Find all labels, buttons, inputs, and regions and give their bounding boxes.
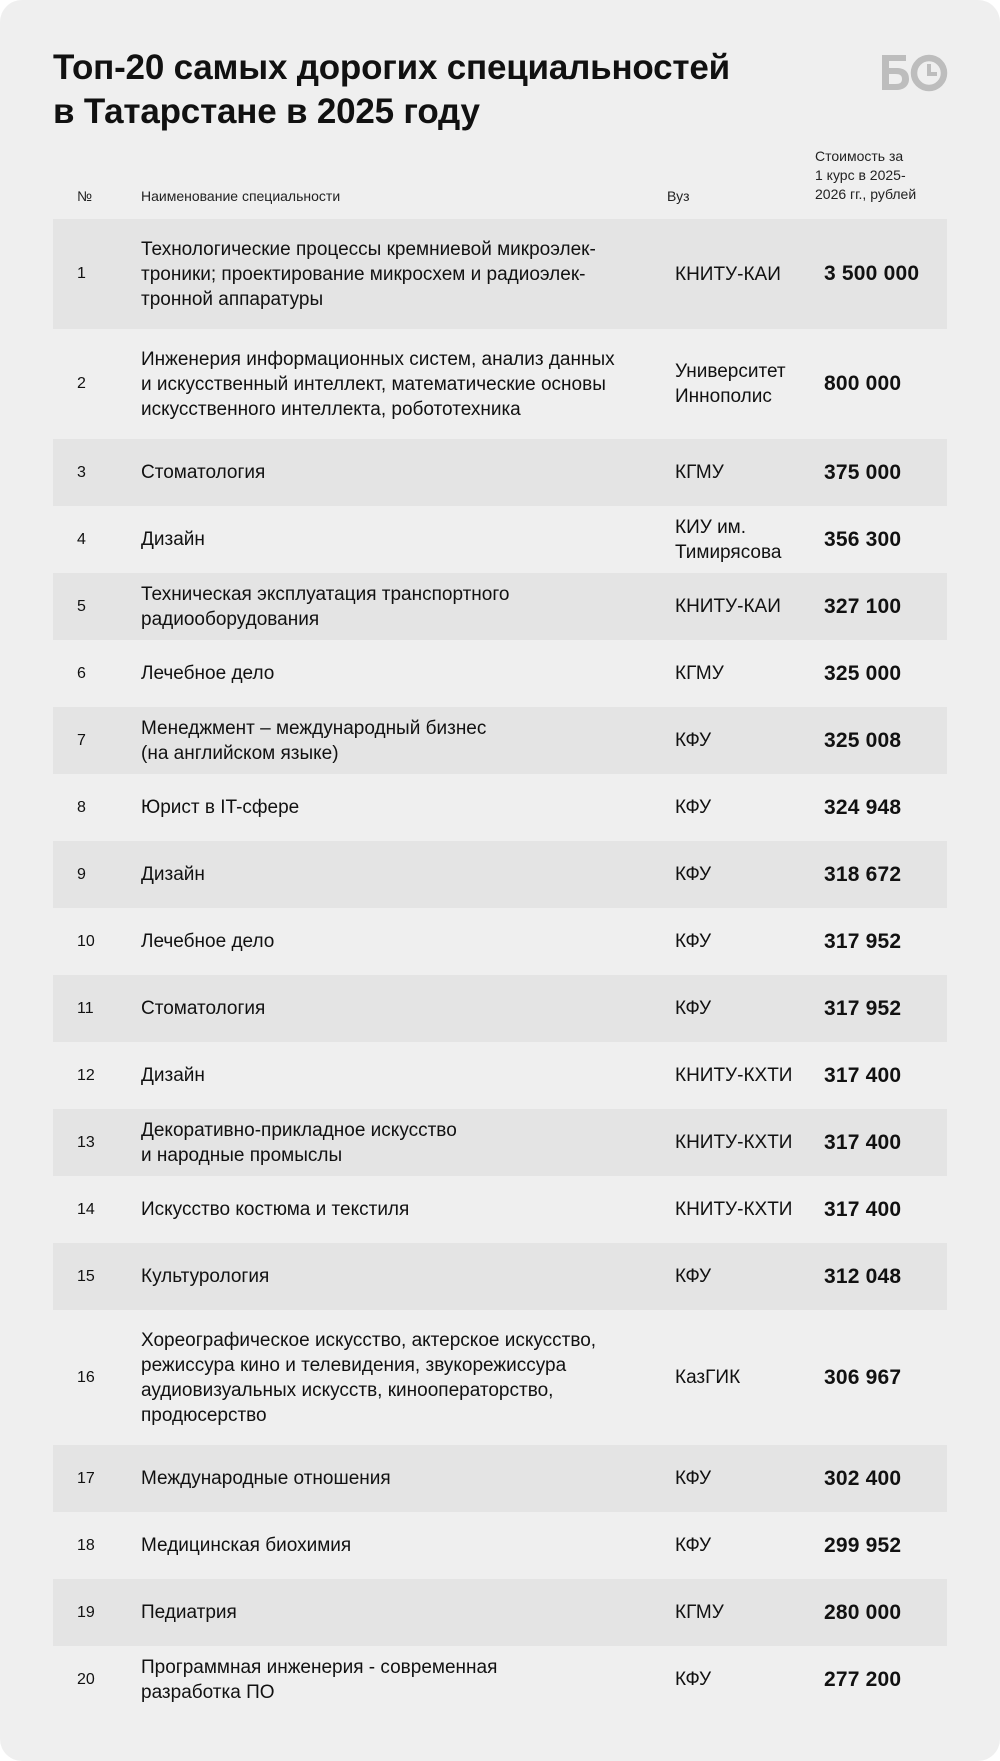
row-specialty-name (141, 582, 661, 632)
specialty-name-line: Декоративно-прикладное искусство (141, 1119, 457, 1141)
specialty-name-line: Стоматология (141, 462, 266, 483)
university-line: КНИТУ-КАИ (675, 596, 781, 617)
row-cost: 312 048 (824, 1264, 902, 1288)
row-specialty-name (141, 1466, 661, 1491)
specialty-name-line: тронной аппаратуры (141, 288, 324, 310)
table-row (53, 1445, 947, 1512)
specialty-name-line: Программная инженерия - современная (141, 1656, 498, 1678)
specialty-name-line: троники; проектирование микросхем и радиоэлек- (141, 263, 586, 285)
university-line: КНИТУ-КХТИ (675, 1065, 793, 1086)
row-university (675, 1130, 815, 1155)
row-number: 13 (77, 1133, 95, 1151)
university-line: КГМУ (675, 663, 724, 684)
university-line: Тимирясова (675, 541, 782, 563)
header-cost-line-3: 2026 гг., рублей (815, 186, 917, 202)
university-line: КИУ им. (675, 516, 747, 538)
cost-table (53, 219, 947, 1713)
row-specialty-name (141, 996, 661, 1021)
header-cost-line-1: Стоимость за (815, 148, 904, 164)
row-university (675, 1264, 815, 1289)
table-row (53, 774, 947, 841)
row-cost: 318 672 (824, 862, 902, 886)
specialty-name-line: Стоматология (141, 998, 266, 1019)
row-specialty-name (141, 1197, 661, 1222)
university-line: КГМУ (675, 1602, 724, 1623)
table-row (53, 1176, 947, 1243)
row-number: 17 (77, 1469, 95, 1487)
bo-logo (880, 52, 948, 92)
row-university (675, 262, 815, 287)
row-number: 10 (77, 932, 95, 950)
table-row (53, 707, 947, 774)
row-university (675, 1667, 815, 1692)
specialty-name-line: Инженерия информационных систем, анализ данных (141, 348, 615, 370)
row-university (675, 359, 815, 409)
row-number: 4 (77, 530, 86, 548)
row-cost: 356 300 (824, 527, 902, 551)
row-university (675, 1600, 815, 1625)
row-university (675, 594, 815, 619)
university-line: КФУ (675, 1535, 712, 1556)
row-cost: 325 000 (824, 661, 902, 685)
university-line: КФУ (675, 1468, 712, 1489)
university-line: КНИТУ-КАИ (675, 263, 781, 285)
row-number: 18 (77, 1536, 95, 1554)
table-row (53, 329, 947, 439)
university-line: Университет (675, 361, 786, 382)
header-specialty-name: Наименование специальности (141, 188, 341, 204)
page-title (53, 46, 833, 134)
specialty-name-line: Дизайн (141, 1065, 205, 1086)
header-cost (815, 147, 955, 204)
table-row (53, 1512, 947, 1579)
university-line: КазГИК (675, 1367, 741, 1388)
row-specialty-name (141, 661, 661, 686)
row-university (675, 460, 815, 485)
table-row (53, 1310, 947, 1445)
specialty-name-line: Лечебное дело (141, 931, 275, 952)
row-specialty-name (141, 527, 661, 552)
specialty-name-line: Дизайн (141, 529, 205, 550)
row-number: 15 (77, 1267, 95, 1285)
specialty-name-line: Техническая эксплуатация транспортного (141, 583, 510, 605)
row-university (675, 1365, 815, 1390)
row-cost: 800 000 (824, 372, 902, 395)
row-specialty-name (141, 1533, 661, 1558)
row-university (675, 996, 815, 1021)
row-specialty-name (141, 347, 661, 422)
specialty-name-line: и народные промыслы (141, 1144, 343, 1166)
table-row (53, 439, 947, 506)
table-row (53, 1579, 947, 1646)
row-specialty-name (141, 237, 661, 312)
row-number: 16 (77, 1368, 95, 1386)
header-number: № (77, 188, 93, 204)
row-number: 5 (77, 597, 86, 615)
specialty-name-line: Технологические процессы кремниевой микроэлек- (141, 238, 596, 260)
row-university (675, 728, 815, 753)
university-line: КФУ (675, 864, 712, 885)
logo-letter-b (882, 55, 909, 90)
row-number: 3 (77, 463, 86, 481)
row-number: 6 (77, 664, 86, 682)
row-university (675, 795, 815, 820)
university-line: КНИТУ-КХТИ (675, 1199, 793, 1220)
row-specialty-name (141, 862, 661, 887)
row-cost: 277 200 (824, 1667, 902, 1691)
title-line-1: Топ-20 самых дорогих специальностей (53, 48, 730, 87)
table-row (53, 640, 947, 707)
row-specialty-name (141, 795, 661, 820)
row-specialty-name (141, 1655, 661, 1705)
specialty-name-line: Менеджмент – международный бизнес (141, 717, 487, 739)
row-cost: 317 952 (824, 929, 902, 953)
row-university (675, 1533, 815, 1558)
row-cost: 3 500 000 (824, 262, 920, 285)
header-cost-line-2: 1 курс в 2025- (815, 167, 906, 183)
row-cost: 317 400 (824, 1063, 902, 1087)
specialty-name-line: аудиовизуальных искусств, кинооператорство, (141, 1379, 554, 1401)
row-cost: 280 000 (824, 1600, 902, 1624)
row-specialty-name (141, 1264, 661, 1289)
table-row (53, 1646, 947, 1713)
row-cost: 325 008 (824, 728, 902, 752)
specialty-name-line: Искусство костюма и текстиля (141, 1199, 410, 1220)
row-specialty-name (141, 1063, 661, 1088)
row-university (675, 862, 815, 887)
row-specialty-name (141, 716, 661, 766)
row-number: 11 (77, 999, 94, 1017)
university-line: КФУ (675, 730, 712, 751)
row-specialty-name (141, 460, 661, 485)
row-specialty-name (141, 1600, 661, 1625)
specialty-name-line: Юрист в IT-сфере (141, 797, 300, 818)
row-cost: 317 952 (824, 996, 902, 1020)
row-cost: 327 100 (824, 594, 902, 618)
title-line-2: в Татарстане в 2025 году (53, 92, 480, 131)
row-cost: 299 952 (824, 1533, 902, 1557)
specialty-name-line: продюсерство (141, 1404, 267, 1426)
specialty-name-line: Культурология (141, 1266, 270, 1287)
table-row (53, 975, 947, 1042)
specialty-name-line: Педиатрия (141, 1602, 237, 1623)
university-line: КФУ (675, 797, 712, 818)
table-row (53, 219, 947, 329)
row-number: 9 (77, 865, 86, 883)
specialty-name-line: радиооборудования (141, 608, 320, 630)
row-university (675, 1466, 815, 1491)
row-specialty-name (141, 929, 661, 954)
specialty-name-line: Дизайн (141, 864, 205, 885)
specialty-name-line: Лечебное дело (141, 663, 275, 684)
row-number: 2 (77, 375, 86, 392)
row-university (675, 661, 815, 686)
university-line: КФУ (675, 1669, 712, 1690)
table-row (53, 908, 947, 975)
specialty-name-line: (на английском языке) (141, 742, 339, 764)
specialty-name-line: режиссура кино и телевидения, звукорежиссура (141, 1354, 567, 1376)
row-cost: 324 948 (824, 795, 902, 819)
row-specialty-name (141, 1328, 661, 1428)
specialty-name-line: Международные отношения (141, 1468, 391, 1489)
table-header (53, 146, 947, 210)
specialty-name-line: разработка ПО (141, 1681, 275, 1703)
table-row (53, 1243, 947, 1310)
row-number: 12 (77, 1066, 95, 1084)
row-university (675, 1063, 815, 1088)
row-cost: 317 400 (824, 1197, 902, 1221)
specialty-name-line: и искусственный интеллект, математические основы (141, 373, 606, 395)
row-number: 7 (77, 731, 86, 749)
university-line: КФУ (675, 998, 712, 1019)
row-cost: 306 967 (824, 1365, 902, 1389)
header-university: Вуз (667, 188, 690, 204)
row-university (675, 1197, 815, 1222)
university-line: КНИТУ-КХТИ (675, 1132, 793, 1153)
row-number: 20 (77, 1670, 95, 1688)
table-row (53, 506, 947, 573)
logo-clock-hands (929, 64, 937, 74)
row-cost: 317 400 (824, 1130, 902, 1154)
university-line: КФУ (675, 931, 712, 952)
table-row (53, 1109, 947, 1176)
row-number: 1 (77, 265, 86, 282)
table-row (53, 573, 947, 640)
specialty-name-line: искусственного интеллекта, робототехника (141, 398, 521, 420)
table-row (53, 841, 947, 908)
specialty-name-line: Хореографическое искусство, актерское искусство, (141, 1329, 597, 1351)
table-row (53, 1042, 947, 1109)
row-university (675, 515, 815, 565)
row-cost: 302 400 (824, 1466, 902, 1490)
row-university (675, 929, 815, 954)
university-line: Иннополис (675, 386, 772, 407)
row-number: 8 (77, 798, 86, 816)
university-line: КГМУ (675, 462, 724, 483)
row-specialty-name (141, 1118, 661, 1168)
row-cost: 375 000 (824, 460, 902, 484)
row-number: 19 (77, 1603, 95, 1621)
specialty-name-line: Медицинская биохимия (141, 1535, 352, 1556)
university-line: КФУ (675, 1266, 712, 1287)
row-number: 14 (77, 1200, 95, 1218)
